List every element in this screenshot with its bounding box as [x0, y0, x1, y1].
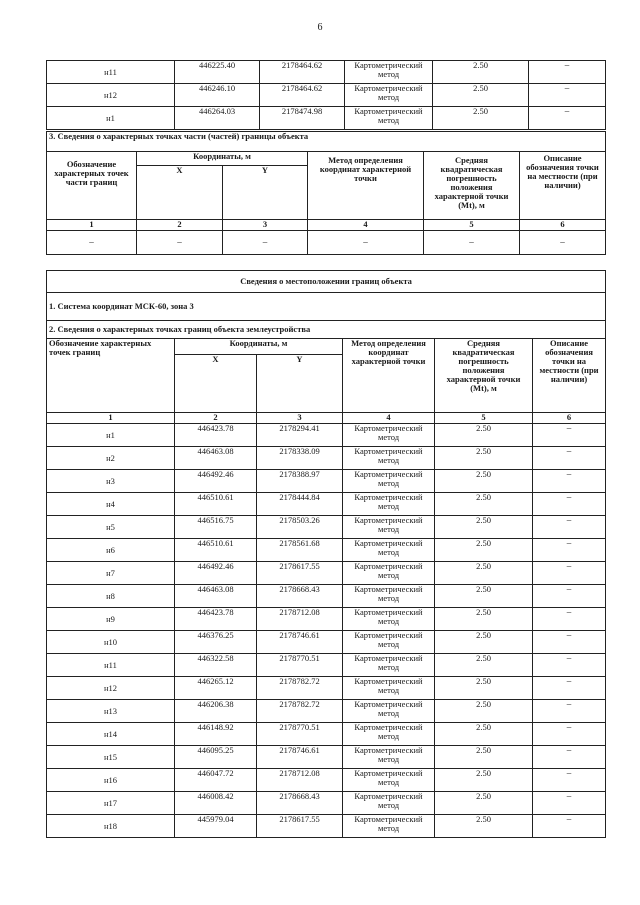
coord-x: 446510.61: [175, 493, 257, 516]
coord-x: 446492.46: [175, 562, 257, 585]
page-number: 6: [317, 22, 323, 33]
section3-col-x: X: [137, 166, 223, 220]
section3-num-1: 1: [47, 220, 137, 231]
description: –: [533, 539, 606, 562]
description: –: [533, 470, 606, 493]
table-row: [47, 493, 606, 516]
description: –: [533, 631, 606, 654]
coord-y: 2178503.26: [257, 516, 343, 539]
section3-col-error: Средняя квадратическая погрешность положения характерной точки (Mt), м: [424, 152, 520, 220]
point-id: н17: [47, 792, 175, 815]
section3-empty-1: –: [47, 231, 137, 255]
method: Картометрический метод: [343, 700, 435, 723]
coord-x: 446225.40: [175, 61, 260, 84]
error: 2.50: [433, 61, 529, 84]
section3-table: [46, 131, 606, 255]
main-num-6: 6: [533, 413, 606, 424]
section3-num-5: 5: [424, 220, 520, 231]
coord-y: 2178388.97: [257, 470, 343, 493]
coord-x: 446047.72: [175, 769, 257, 792]
description: –: [533, 585, 606, 608]
error: 2.50: [435, 424, 533, 447]
section3-col-desc: Описание обозначения точки на местности (при наличии): [520, 152, 606, 220]
section3-empty-5: –: [424, 231, 520, 255]
coord-y: 2178668.43: [257, 792, 343, 815]
error: 2.50: [435, 700, 533, 723]
method: Картометрический метод: [343, 562, 435, 585]
point-id: н12: [47, 84, 175, 107]
section3-num-3: 3: [223, 220, 308, 231]
table-row: [47, 608, 606, 631]
table-row: [47, 815, 606, 838]
coord-x: 446376.25: [175, 631, 257, 654]
table-row: [47, 470, 606, 493]
main-num-3: 3: [257, 413, 343, 424]
point-id: н4: [47, 493, 175, 516]
section3-num-6: 6: [520, 220, 606, 231]
point-id: н7: [47, 562, 175, 585]
coord-x: 446264.03: [175, 107, 260, 130]
main-title: Сведения о местоположении границ объекта: [47, 271, 606, 293]
main-col-method: Метод определения координат характерной точки: [343, 339, 435, 413]
error: 2.50: [433, 107, 529, 130]
point-id: н1: [47, 107, 175, 130]
error: 2.50: [435, 654, 533, 677]
coord-y: 2178712.08: [257, 608, 343, 631]
description: –: [533, 562, 606, 585]
coord-x: 446095.25: [175, 746, 257, 769]
table-row: [47, 107, 606, 130]
main-num-2: 2: [175, 413, 257, 424]
description: –: [533, 493, 606, 516]
coord-x: 446423.78: [175, 424, 257, 447]
error: 2.50: [435, 539, 533, 562]
section3-empty-2: –: [137, 231, 223, 255]
error: 2.50: [435, 723, 533, 746]
description: –: [533, 677, 606, 700]
section3-col-coords: Координаты, м: [137, 152, 308, 166]
description: –: [533, 746, 606, 769]
method: Картометрический метод: [343, 608, 435, 631]
table-row: [47, 746, 606, 769]
section3-col-method: Метод определения координат характерной точки: [308, 152, 424, 220]
coord-x: 446008.42: [175, 792, 257, 815]
section3-col-y: Y: [223, 166, 308, 220]
boundary-points-table: [46, 270, 606, 838]
point-id: н5: [47, 516, 175, 539]
error: 2.50: [435, 562, 533, 585]
error: 2.50: [435, 746, 533, 769]
table-row: [47, 723, 606, 746]
section3-title: 3. Сведения о характерных точках части (частей) границы объекта: [47, 132, 606, 152]
method: Картометрический метод: [343, 470, 435, 493]
main-col-y: Y: [257, 355, 343, 413]
method: Картометрический метод: [343, 723, 435, 746]
table-row: [47, 447, 606, 470]
method: Картометрический метод: [343, 447, 435, 470]
table-row: [47, 61, 606, 84]
section2-title: 2. Сведения о характерных точках границ объекта землеустройства: [47, 321, 606, 339]
table-row: [47, 769, 606, 792]
coord-y: 2178712.08: [257, 769, 343, 792]
method: Картометрический метод: [343, 585, 435, 608]
method: Картометрический метод: [343, 792, 435, 815]
main-col-error: Средняя квадратическая погрешность положения характерной точки (Mt), м: [435, 339, 533, 413]
section3-num-4: 4: [308, 220, 424, 231]
method: Картометрический метод: [343, 769, 435, 792]
description: –: [533, 608, 606, 631]
method: Картометрический метод: [343, 493, 435, 516]
error: 2.50: [435, 516, 533, 539]
method: Картометрический метод: [343, 654, 435, 677]
description: –: [533, 447, 606, 470]
error: 2.50: [435, 815, 533, 838]
table-row: [47, 516, 606, 539]
description: –: [533, 815, 606, 838]
section3-empty-4: –: [308, 231, 424, 255]
description: –: [529, 107, 606, 130]
description: –: [533, 424, 606, 447]
method: Картометрический метод: [343, 424, 435, 447]
main-col-designation: Обозначение характерных точек границ: [47, 339, 175, 413]
main-num-5: 5: [435, 413, 533, 424]
coord-x: 446246.10: [175, 84, 260, 107]
method: Картометрический метод: [345, 107, 433, 130]
section3-num-2: 2: [137, 220, 223, 231]
method: Картометрический метод: [343, 516, 435, 539]
error: 2.50: [433, 84, 529, 107]
description: –: [533, 792, 606, 815]
point-id: н11: [47, 654, 175, 677]
coord-y: 2178770.51: [257, 654, 343, 677]
point-id: н1: [47, 424, 175, 447]
continuation-table: [46, 60, 606, 130]
point-id: н11: [47, 61, 175, 84]
point-id: н13: [47, 700, 175, 723]
error: 2.50: [435, 493, 533, 516]
coord-y: 2178294.41: [257, 424, 343, 447]
description: –: [533, 700, 606, 723]
coord-y: 2178782.72: [257, 700, 343, 723]
coord-y: 2178746.61: [257, 746, 343, 769]
table-row: [47, 84, 606, 107]
coord-y: 2178464.62: [260, 84, 345, 107]
table-row: [47, 654, 606, 677]
description: –: [533, 654, 606, 677]
table-row: [47, 424, 606, 447]
table-row: [47, 562, 606, 585]
main-num-1: 1: [47, 413, 175, 424]
method: Картометрический метод: [343, 746, 435, 769]
coord-y: 2178668.43: [257, 585, 343, 608]
point-id: н8: [47, 585, 175, 608]
point-id: н9: [47, 608, 175, 631]
error: 2.50: [435, 608, 533, 631]
coord-x: 446322.58: [175, 654, 257, 677]
coord-x: 446148.92: [175, 723, 257, 746]
error: 2.50: [435, 792, 533, 815]
coord-y: 2178444.84: [257, 493, 343, 516]
point-id: н18: [47, 815, 175, 838]
section3-empty-6: –: [520, 231, 606, 255]
coord-x: 446463.08: [175, 447, 257, 470]
coord-y: 2178338.09: [257, 447, 343, 470]
coord-y: 2178770.51: [257, 723, 343, 746]
method: Картометрический метод: [343, 815, 435, 838]
error: 2.50: [435, 769, 533, 792]
coordinate-system: 1. Система координат МСК-60, зона 3: [47, 293, 606, 321]
coord-x: 446510.61: [175, 539, 257, 562]
coord-y: 2178617.55: [257, 562, 343, 585]
description: –: [529, 61, 606, 84]
point-id: н3: [47, 470, 175, 493]
main-col-coords: Координаты, м: [175, 339, 343, 355]
table-row: [47, 631, 606, 654]
table-row: [47, 792, 606, 815]
table-row: [47, 677, 606, 700]
section3-empty-3: –: [223, 231, 308, 255]
method: Картометрический метод: [343, 677, 435, 700]
method: Картометрический метод: [345, 84, 433, 107]
point-id: н14: [47, 723, 175, 746]
main-col-desc: Описание обозначения точки на местности (при наличии): [533, 339, 606, 413]
table-row: [47, 700, 606, 723]
method: Картометрический метод: [343, 631, 435, 654]
point-id: н16: [47, 769, 175, 792]
main-col-x: X: [175, 355, 257, 413]
coord-y: 2178782.72: [257, 677, 343, 700]
point-id: н2: [47, 447, 175, 470]
point-id: н10: [47, 631, 175, 654]
error: 2.50: [435, 447, 533, 470]
error: 2.50: [435, 677, 533, 700]
main-num-4: 4: [343, 413, 435, 424]
point-id: н6: [47, 539, 175, 562]
coord-y: 2178474.98: [260, 107, 345, 130]
description: –: [529, 84, 606, 107]
point-id: н12: [47, 677, 175, 700]
coord-x: 446206.38: [175, 700, 257, 723]
point-id: н15: [47, 746, 175, 769]
coord-x: 446463.08: [175, 585, 257, 608]
description: –: [533, 723, 606, 746]
coord-x: 446265.12: [175, 677, 257, 700]
coord-x: 446492.46: [175, 470, 257, 493]
description: –: [533, 769, 606, 792]
coord-y: 2178617.55: [257, 815, 343, 838]
coord-x: 445979.04: [175, 815, 257, 838]
error: 2.50: [435, 470, 533, 493]
description: –: [533, 516, 606, 539]
coord-y: 2178561.68: [257, 539, 343, 562]
error: 2.50: [435, 585, 533, 608]
error: 2.50: [435, 631, 533, 654]
method: Картометрический метод: [345, 61, 433, 84]
coord-x: 446423.78: [175, 608, 257, 631]
coord-y: 2178464.62: [260, 61, 345, 84]
coord-x: 446516.75: [175, 516, 257, 539]
table-row: [47, 585, 606, 608]
table-row: [47, 539, 606, 562]
coord-y: 2178746.61: [257, 631, 343, 654]
method: Картометрический метод: [343, 539, 435, 562]
section3-col-designation: Обозначение характерных точек части границ: [47, 152, 137, 220]
